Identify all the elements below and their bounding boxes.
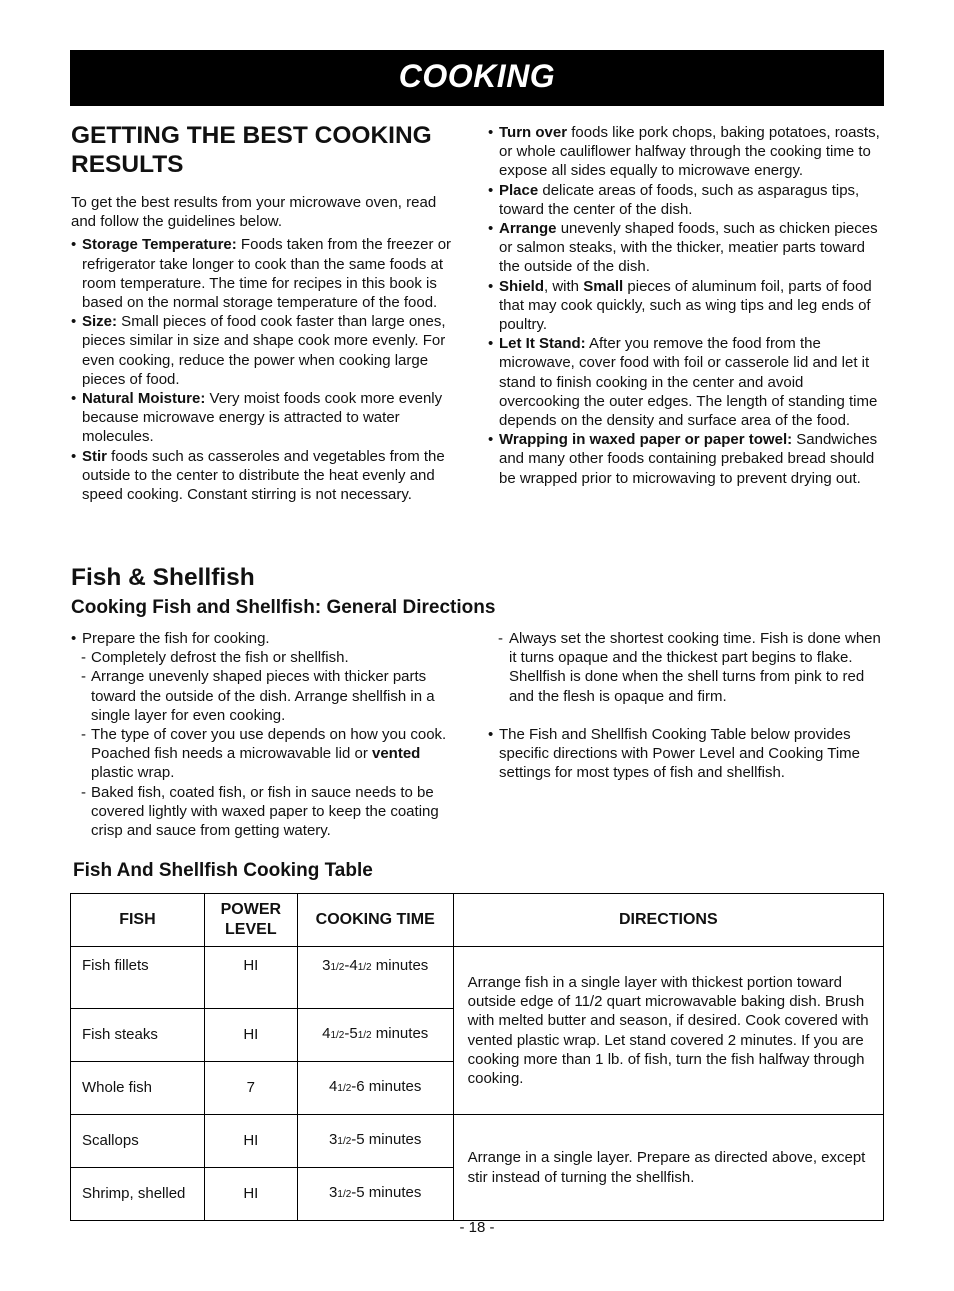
table-row [71, 947, 884, 1009]
best-results-left-column [71, 121, 465, 504]
list-item: • Arrange unevenly shaped foods, such as chicken pieces or salmon steaks, with the thicker, meatier parts toward the outside of the dish. [488, 219, 884, 277]
list-item: - The type of cover you use depends on how you cook. Poached fish needs a microwavable lid or vented plastic wrap. [71, 725, 465, 783]
power-cell: 7 [204, 1062, 297, 1115]
table-title: Fish And Shellfish Cooking Table [73, 860, 373, 881]
fish-left-column [71, 629, 465, 840]
list-item: - Completely defrost the fish or shellfish. [71, 648, 465, 667]
fish-dash-list [71, 648, 465, 840]
page-number: - 18 - [459, 1219, 495, 1236]
list-item: • Stir foods such as casseroles and vegetables from the outside to the center to distribute the heat evenly and speed cooking. Constant stirring is not necessary. [71, 447, 465, 505]
time-cell: 31/2-41/2 minutes [297, 947, 453, 1009]
power-cell: HI [204, 1115, 297, 1168]
list-item: • Place delicate areas of foods, such as asparagus tips, toward the center of the dish. [488, 181, 884, 219]
list-item: • Let It Stand: After you remove the food from the microwave, cover food with foil or casserole lid and let it stand to finish cooking in the center and avoid overcooking the outer edges. The length of standing time depends on the density and surface area of the food. [488, 334, 884, 430]
power-cell: HI [204, 1168, 297, 1221]
time-cell: 41/2-51/2 minutes [297, 1009, 453, 1062]
list-item: • Size: Small pieces of food cook faster than large ones, pieces similar in size and shape cook more evenly. For even cooking, reduce the power when cooking large pieces of food. [71, 312, 465, 389]
list-item: - Arrange unevenly shaped pieces with thicker parts toward the outside of the dish. Arrange shellfish in a single layer for even cooking. [71, 667, 465, 725]
best-results-left-list [71, 235, 465, 504]
best-results-right-list [488, 123, 884, 488]
header-directions: DIRECTIONS [453, 894, 883, 947]
list-item: - Baked fish, coated fish, or fish in sauce needs to be covered lightly with waxed paper to keep the coating crisp and sauce from getting watery. [71, 783, 465, 841]
list-item: • Natural Moisture: Very moist foods cook more evenly because microwave energy is attracted to water molecules. [71, 389, 465, 447]
list-item: • Turn over foods like pork chops, baking potatoes, roasts, or whole cauliflower halfway through the cooking time to expose all sides equally to microwave energy. [488, 123, 884, 181]
fish-cell: Scallops [71, 1115, 205, 1168]
cooking-table [70, 893, 884, 1221]
list-item: • Shield, with Small pieces of aluminum foil, parts of food that may cook quickly, such as wing tips and leg ends of poultry. [488, 277, 884, 335]
table-row [71, 1115, 884, 1168]
fish-right-column [488, 629, 884, 782]
best-results-intro: To get the best results from your microwave oven, read and follow the guidelines below. [71, 194, 437, 231]
list-item: • The Fish and Shellfish Cooking Table below provides specific directions with Power Level and Cooking Time settings for most types of fish and shellfish. [488, 725, 884, 783]
banner-title: COOKING [398, 58, 556, 94]
power-cell: HI [204, 947, 297, 1009]
header-fish: FISH [71, 894, 205, 947]
fish-cell: Fish fillets [71, 947, 205, 1009]
time-cell: 41/2-6 minutes [297, 1062, 453, 1115]
time-cell: 31/2-5 minutes [297, 1168, 453, 1221]
directions-fish-cell: Arrange fish in a single layer with thickest portion toward outside edge of 11/2 quart microwavable baking dish. Brush with melted butter and season, if desired. Cook covered with vented plastic wrap. Let stand covered 2 minutes. If you are cooking more than 1 lb. of fish, turn the fish halfway through cooking. [453, 947, 883, 1115]
header-cooking-time: COOKING TIME [297, 894, 453, 947]
list-item: • Storage Temperature: Foods taken from the freezer or refrigerator take longer to cook than the same foods at room temperature. The time for recipes in this book is based on the normal storage temperature of the food. [71, 235, 465, 312]
section-banner [70, 50, 884, 106]
fish-cell: Whole fish [71, 1062, 205, 1115]
fish-right-dash-list [488, 629, 884, 706]
list-item: - Always set the shortest cooking time. Fish is done when it turns opaque and the thickest part begins to flake. Shellfish is done when the shell turns from pink to red and the flesh is opaque and firm. [488, 629, 884, 706]
best-results-right-column [488, 123, 884, 488]
table-header-row [71, 894, 884, 947]
power-cell: HI [204, 1009, 297, 1062]
header-power-level: POWER LEVEL [204, 894, 297, 947]
fish-cell: Shrimp, shelled [71, 1168, 205, 1221]
list-item: • Wrapping in waxed paper or paper towel: Sandwiches and many other foods containing prebaked bread should be wrapped prior to microwaving to prevent drying out. [488, 430, 884, 488]
fish-prepare-list [71, 629, 465, 648]
time-cell: 31/2-5 minutes [297, 1115, 453, 1168]
list-item: • Prepare the fish for cooking. [71, 629, 465, 648]
best-results-heading: GETTING THE BEST COOKING RESULTS [71, 122, 432, 178]
fish-subheading: Cooking Fish and Shellfish: General Directions [71, 597, 496, 618]
fish-cell: Fish steaks [71, 1009, 205, 1062]
directions-shellfish-cell: Arrange in a single layer. Prepare as directed above, except stir instead of turning the shellfish. [453, 1115, 883, 1221]
fish-heading: Fish & Shellfish [71, 564, 255, 591]
fish-right-bullet-list [488, 725, 884, 783]
